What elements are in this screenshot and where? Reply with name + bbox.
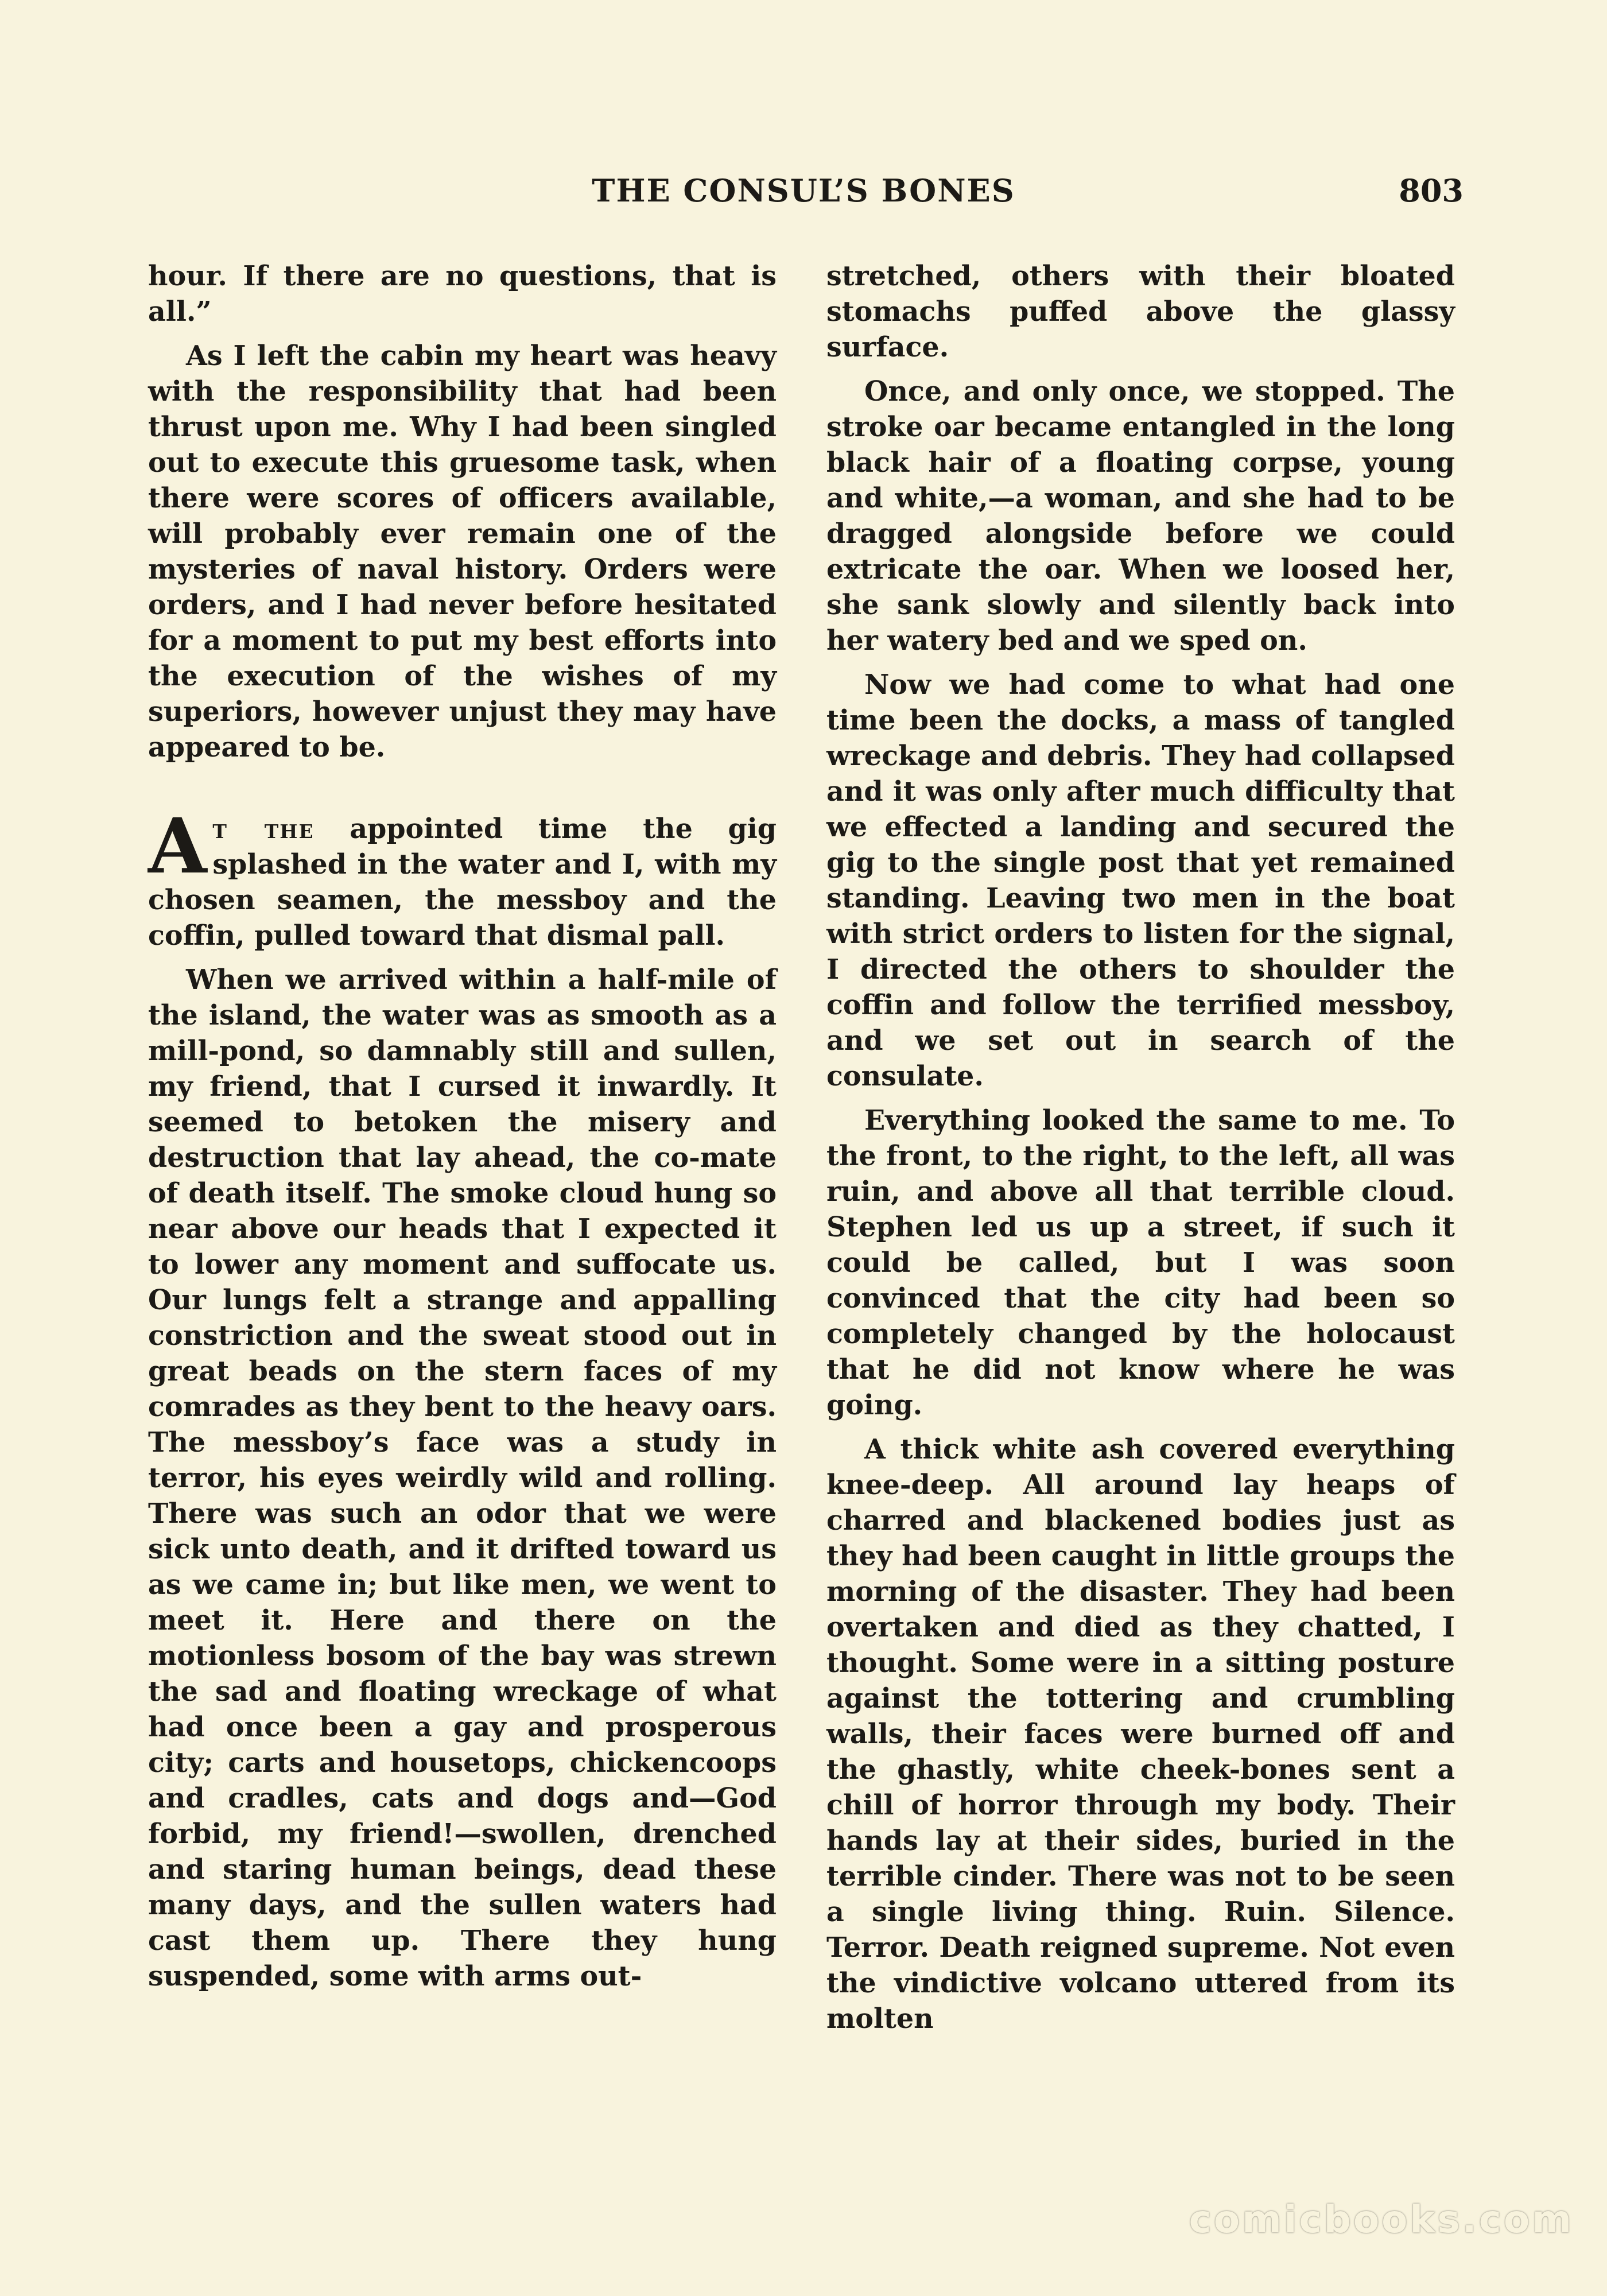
running-title: THE CONSUL’S BONES — [592, 172, 1015, 209]
paragraph: When we arrived within a half-mile of the island, the water was as smooth as a mill-pond, so damnably still and sullen, my friend, that I cursed it inwardly. It seemed to betoken the misery and destruction that lay ahead, the co-mate of death itself. The smoke cloud hung so near above our heads that I expected it to lower any moment and suffocate us. Our lungs felt a strange and appalling constriction and the sweat stood out in great beads on the stern faces of my comrades as they bent to the heavy oars. The messboy’s face was a study in terror, his eyes weirdly wild and rolling. There was such an odor that we were sick unto death, and it drifted toward us as we came in; but like men, we went to meet it. Here and there on the motionless bosom of the bay was strewn the sad and floating wreckage of what had once been a gay and prosperous city; carts and housetops, chickencoops and cradles, cats and dogs and—God forbid, my friend!—swollen, drenched and staring human beings, dead these many days, and the sullen waters had cast them up. There they hung suspended, some with arms out- — [148, 964, 777, 1992]
page-number: 803 — [1399, 172, 1464, 209]
paragraph: As I left the cabin my heart was heavy with the responsibility that had been thrust upon me. Why I had been singled out to execute this gruesome task, when there were scores of officers available, will probably ever remain one of the mysteries of naval history. Orders were orders, and I had never before hesitated for a moment to put my best efforts into the execution of the wishes of my superiors, however unjust they may have appeared to be. — [148, 340, 777, 763]
paragraph: stretched, others with their bloated stomachs puffed above the glassy surface. — [826, 260, 1455, 363]
left-column — [148, 258, 777, 2003]
drop-cap: A — [148, 802, 207, 891]
paragraph: A thick white ash covered everything knee-deep. All around lay heaps of charred and blackened bodies just as they had been caught in little groups the morning of the disaster. They had been overtaken and died as they chatted, I thought. Some were in a sitting posture against the tottering and crumbling walls, their faces were burned off and the ghastly, white cheek-bones sent a chill of horror through my body. Their hands lay at their sides, buried in the terrible cinder. There was not to be seen a single living thing. Ruin. Silence. Terror. Death reigned supreme. Not even the vindictive volcano uttered from its molten — [826, 1433, 1455, 2035]
paragraph-text: appointed time the gig splashed in the water and I, with my chosen seamen, the messboy and the coffin, pulled toward that dismal pall. — [148, 813, 777, 952]
paragraph: Once, and only once, we stopped. The stroke oar became entangled in the long black hair of a floating corpse, young and white,—a woman, and she had to be dragged alongside before we could extricate the oar. When we loosed her, she sank slowly and silently back into her watery bed and we sped on. — [826, 375, 1455, 657]
site-watermark: comicbooks.com — [1189, 2197, 1574, 2241]
section-start-paragraph — [148, 802, 777, 953]
right-column — [826, 258, 1455, 2045]
paragraph: Everything looked the same to me. To the front, to the right, to the left, all was ruin, and above all that terrible cloud. Stephen led us up a street, if such it could be called, but I was soon convinced that the city had been so completely changed by the holocaust that he did not know where he was going. — [826, 1104, 1455, 1421]
small-caps-lead: t the — [212, 813, 315, 845]
paragraph: hour. If there are no questions, that is all.” — [148, 260, 777, 328]
paragraph: Now we had come to what had one time been the docks, a mass of tangled wreckage and debris. They had collapsed and it was only after much difficulty that we effected a landing and secured the gig to the single post that yet remained standing. Leaving two men in the boat with strict orders to listen for the signal, I directed the others to shoulder the coffin and follow the terrified messboy, and we set out in search of the consulate. — [826, 669, 1455, 1092]
